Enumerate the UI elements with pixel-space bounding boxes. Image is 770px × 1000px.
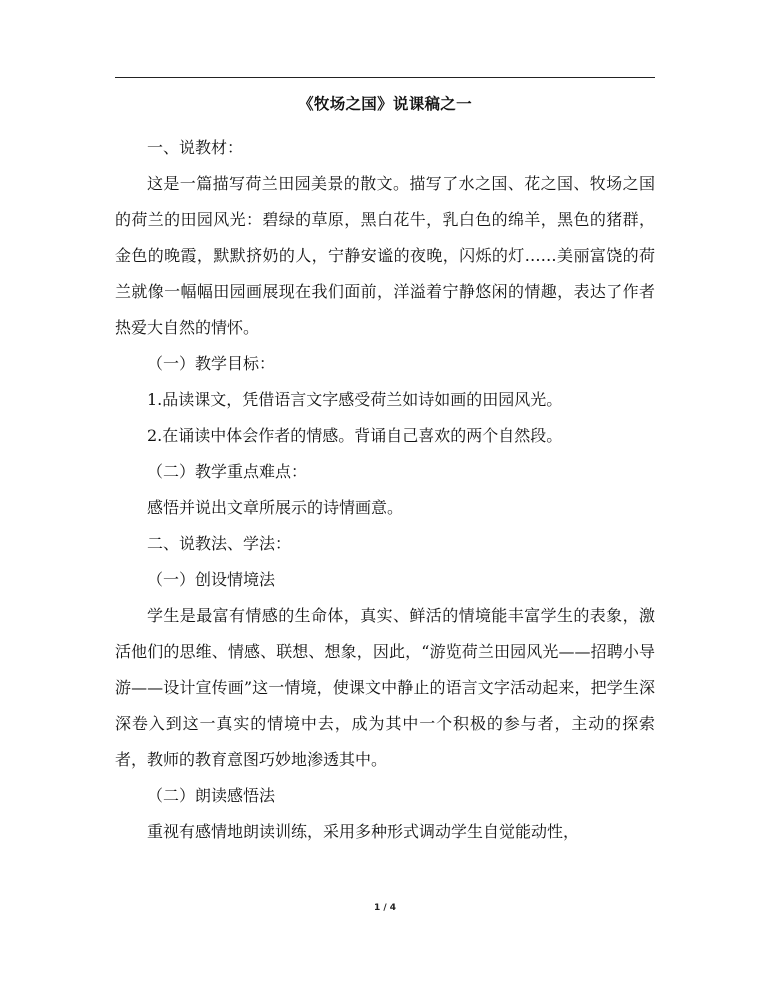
- paragraph-reading-method: 重视有感情地朗读训练，采用多种形式调动学生自觉能动性，: [147, 822, 580, 841]
- subheading-teaching-goals: （一）教学目标：: [147, 354, 276, 373]
- paragraph-textbook-description: 这是一篇描写荷兰田园美景的散文。描写了水之国、花之国、牧场之国的荷兰的田园风光：碧绿的草原，黑白花牛，乳白色的绵羊，黑色的猪群，金色的晚霞，默默挤奶的人，宁静安谧的夜晚，闪烁的灯……美丽富饶的荷兰就像一幅幅田园画展现在我们面前，洋溢着宁静悠闲的情趣，表达了作者热爱大自然的情怀。: [115, 174, 655, 337]
- header-rule: [115, 77, 655, 78]
- section-heading-textbook: 一、说教材：: [147, 138, 244, 157]
- page-number: 1 / 4: [373, 903, 397, 913]
- subheading-key-points: （二）教学重点难点：: [147, 462, 308, 481]
- paragraph-key-points: 感悟并说出文章所展示的诗情画意。: [147, 498, 404, 517]
- subheading-reading-method: （二）朗读感悟法: [147, 786, 276, 805]
- paragraph-scenario-method: 学生是最富有情感的生命体，真实、鲜活的情境能丰富学生的表象，激活他们的思维、情感、联想、想象，因此，“游览荷兰田园风光——招聘小导游——设计宣传画”这一情境，使课文中静止的语言文字活动起来，把学生深深卷入到这一真实的情境中去，成为其中一个积极的参与者，主动的探索者，教师的教育意图巧妙地渗透其中。: [115, 606, 655, 769]
- section-heading-methods: 二、说教法、学法：: [147, 534, 292, 553]
- goal-item-1: 1.品读课文，凭借语言文字感受荷兰如诗如画的田园风光。: [147, 390, 563, 409]
- subheading-scenario-method: （一）创设情境法: [147, 570, 276, 589]
- document-title: 《牧场之国》说课稿之一: [298, 95, 472, 113]
- document-body: [115, 130, 655, 850]
- goal-item-2: 2.在诵读中体会作者的情感。背诵自己喜欢的两个自然段。: [147, 426, 563, 445]
